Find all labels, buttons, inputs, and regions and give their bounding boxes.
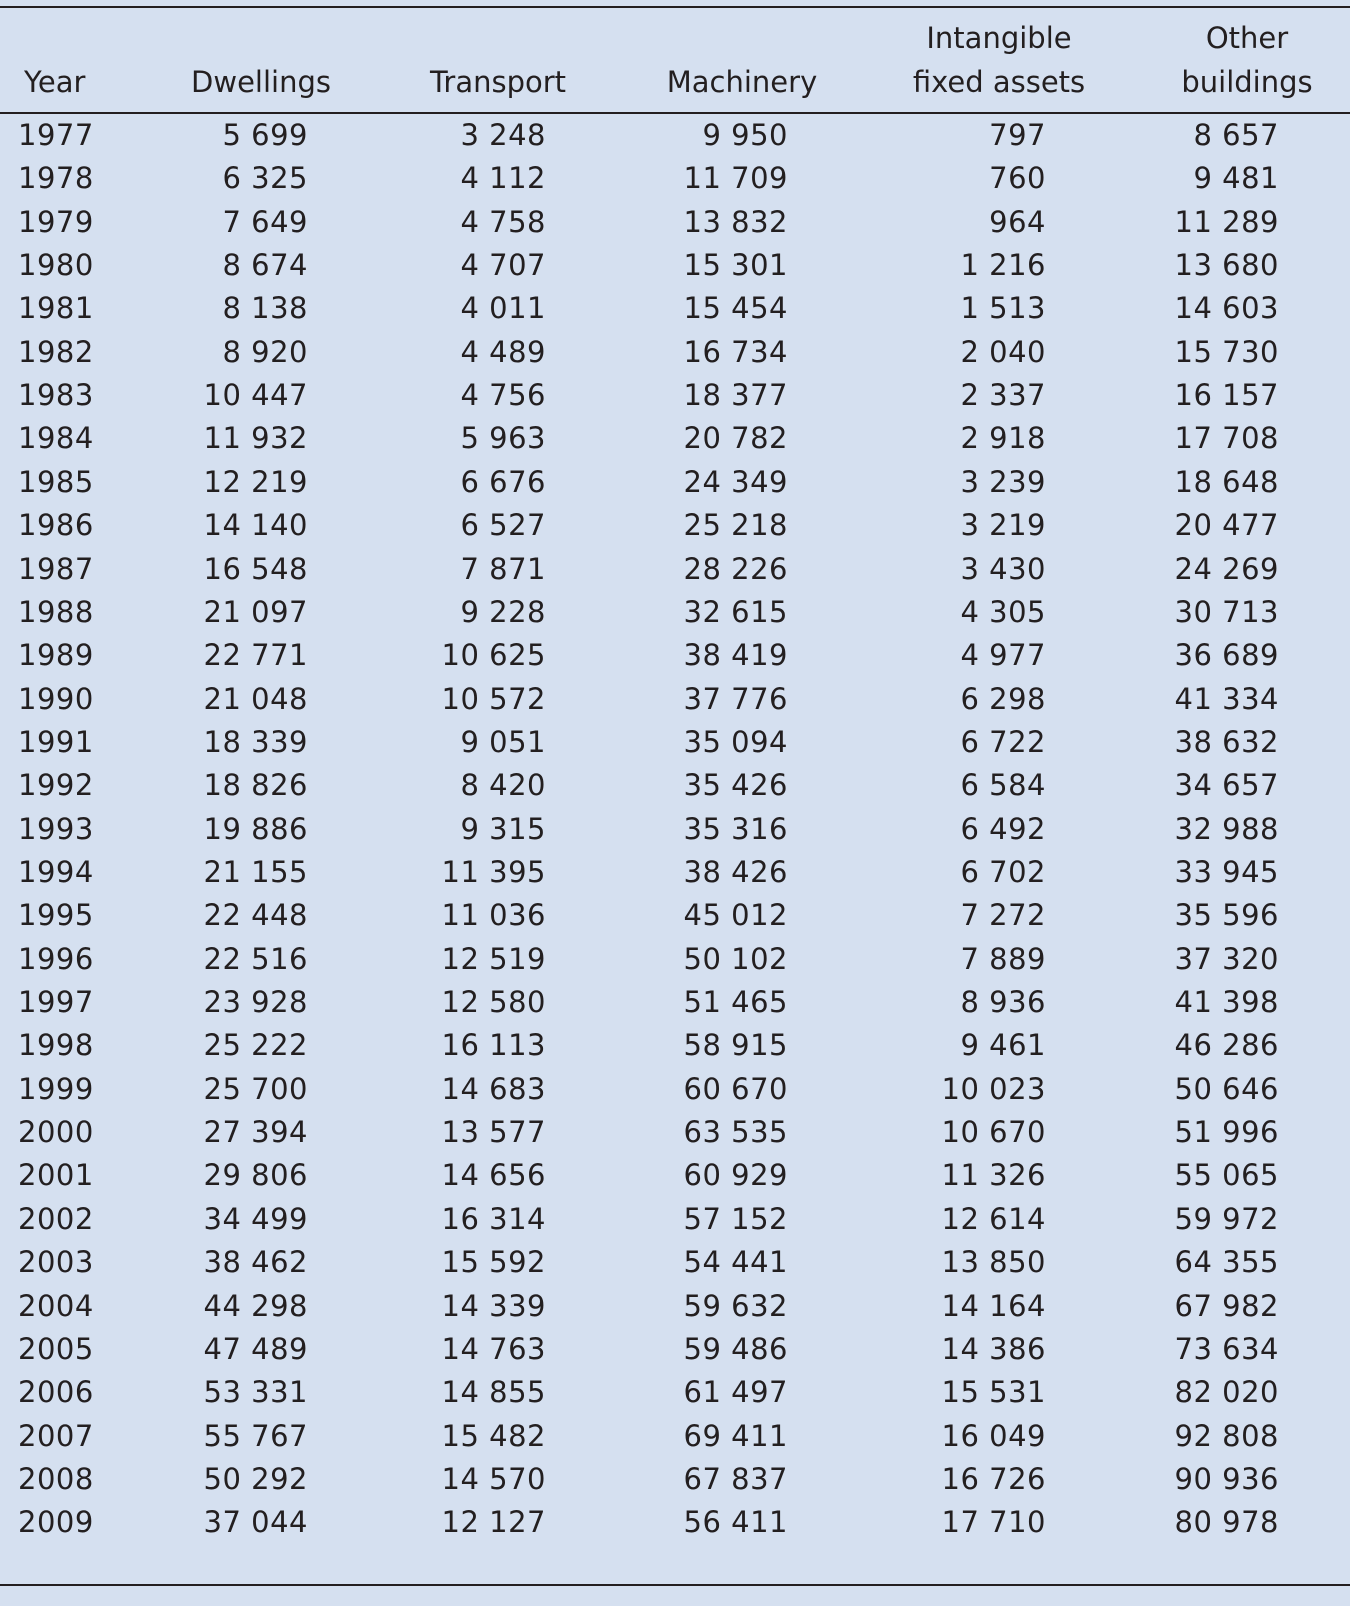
cell-dwellings: 27 394: [203, 1115, 308, 1150]
cell-intangible-fixed-assets: 797: [989, 118, 1046, 152]
cell-intangible-fixed-assets: 13 850: [941, 1245, 1046, 1280]
cell-other-buildings: 38 632: [1174, 724, 1279, 759]
cell-other-buildings: 18 648: [1174, 464, 1279, 499]
cell-intangible-fixed-assets: 760: [989, 161, 1046, 196]
cell-dwellings: 18 339: [203, 724, 308, 759]
cell-other-buildings: 64 355: [1174, 1245, 1279, 1280]
row-year: 1985: [18, 464, 94, 499]
cell-other-buildings: 73 634: [1174, 1331, 1279, 1366]
cell-dwellings: 37 044: [203, 1505, 308, 1540]
cell-machinery: 61 497: [683, 1375, 788, 1410]
cell-transport: 4 707: [460, 248, 546, 283]
row-year: 1988: [18, 594, 94, 629]
cell-intangible-fixed-assets: 3 219: [960, 508, 1046, 543]
row-year: 1998: [18, 1028, 94, 1063]
cell-intangible-fixed-assets: 16 049: [941, 1418, 1046, 1453]
cell-machinery: 59 632: [683, 1288, 788, 1323]
cell-intangible-fixed-assets: 14 386: [941, 1331, 1046, 1366]
cell-machinery: 37 776: [683, 681, 788, 716]
row-year: 1999: [18, 1071, 94, 1106]
cell-other-buildings: 92 808: [1174, 1418, 1279, 1453]
cell-other-buildings: 30 713: [1174, 594, 1279, 629]
cell-other-buildings: 46 286: [1174, 1028, 1279, 1063]
row-year: 2003: [18, 1245, 94, 1280]
cell-dwellings: 7 649: [222, 204, 308, 239]
cell-transport: 15 482: [441, 1418, 546, 1453]
row-year: 2004: [18, 1288, 94, 1323]
table-bottom-rule: [0, 1584, 1350, 1586]
cell-transport: 14 683: [441, 1071, 546, 1106]
row-year: 1997: [18, 985, 94, 1019]
cell-machinery: 60 929: [683, 1158, 788, 1193]
cell-dwellings: 21 048: [203, 681, 308, 716]
cell-other-buildings: 59 972: [1174, 1201, 1279, 1236]
cell-machinery: 45 012: [683, 898, 788, 933]
row-year: 1979: [18, 204, 94, 239]
cell-other-buildings: 41 398: [1174, 985, 1279, 1019]
cell-other-buildings: 17 708: [1174, 421, 1279, 456]
cell-dwellings: 38 462: [203, 1245, 308, 1280]
cell-dwellings: 47 489: [203, 1331, 308, 1366]
cell-dwellings: 5 699: [222, 118, 308, 152]
cell-other-buildings: 36 689: [1174, 638, 1279, 673]
cell-other-buildings: 15 730: [1174, 334, 1279, 369]
cell-transport: 4 756: [460, 378, 546, 413]
cell-transport: 4 489: [460, 334, 546, 369]
cell-machinery: 15 301: [683, 248, 788, 283]
cell-transport: 3 248: [460, 118, 546, 152]
cell-dwellings: 25 700: [203, 1071, 308, 1106]
cell-other-buildings: 67 982: [1174, 1288, 1279, 1323]
row-year: 2007: [18, 1418, 94, 1453]
cell-other-buildings: 16 157: [1174, 378, 1279, 413]
cell-dwellings: 10 447: [203, 378, 308, 413]
row-year: 1991: [18, 724, 94, 759]
cell-other-buildings: 90 936: [1174, 1461, 1279, 1496]
cell-intangible-fixed-assets: 10 023: [941, 1071, 1046, 1106]
cell-machinery: 57 152: [683, 1201, 788, 1236]
cell-machinery: 13 832: [683, 204, 788, 239]
cell-other-buildings: 37 320: [1174, 941, 1279, 976]
cell-transport: 13 577: [441, 1115, 546, 1150]
cell-dwellings: 25 222: [203, 1028, 308, 1063]
cell-machinery: 67 837: [683, 1461, 788, 1496]
cell-dwellings: 21 155: [203, 855, 308, 889]
cell-transport: 8 420: [460, 768, 546, 803]
cell-intangible-fixed-assets: 3 430: [960, 551, 1046, 586]
row-year: 1982: [18, 334, 94, 369]
row-year: 1983: [18, 378, 94, 413]
cell-machinery: 25 218: [683, 508, 788, 543]
cell-intangible-fixed-assets: 10 670: [941, 1115, 1046, 1150]
cell-dwellings: 29 806: [203, 1158, 308, 1193]
cell-transport: 16 314: [441, 1201, 546, 1236]
cell-machinery: 18 377: [683, 378, 788, 413]
row-year: 1989: [18, 638, 94, 673]
cell-intangible-fixed-assets: 964: [989, 204, 1046, 239]
cell-machinery: 38 419: [683, 638, 788, 673]
cell-intangible-fixed-assets: 6 492: [960, 811, 1046, 846]
cell-dwellings: 23 928: [203, 985, 308, 1019]
cell-transport: 4 112: [460, 161, 546, 196]
cell-dwellings: 11 932: [203, 421, 308, 456]
cell-machinery: 11 709: [683, 161, 788, 196]
row-year: 1977: [18, 118, 94, 152]
cell-intangible-fixed-assets: 7 272: [960, 898, 1046, 933]
cell-machinery: 59 486: [683, 1331, 788, 1366]
cell-intangible-fixed-assets: 12 614: [941, 1201, 1046, 1236]
cell-dwellings: 34 499: [203, 1201, 308, 1236]
row-year: 1996: [18, 941, 94, 976]
header-intangible-fixed-assets-line2: fixed assets: [912, 65, 1086, 99]
cell-dwellings: 22 448: [203, 898, 308, 933]
cell-intangible-fixed-assets: 2 040: [960, 334, 1046, 369]
cell-transport: 14 339: [441, 1288, 546, 1323]
cell-dwellings: 6 325: [222, 161, 308, 196]
cell-other-buildings: 82 020: [1174, 1375, 1279, 1410]
cell-transport: 6 676: [460, 464, 546, 499]
cell-transport: 10 572: [441, 681, 546, 716]
cell-machinery: 15 454: [683, 291, 788, 326]
cell-intangible-fixed-assets: 1 513: [960, 291, 1046, 326]
row-year: 1992: [18, 768, 94, 803]
cell-intangible-fixed-assets: 9 461: [960, 1028, 1046, 1063]
row-year: 2006: [18, 1375, 94, 1410]
row-year: 1987: [18, 551, 94, 586]
row-year: 1993: [18, 811, 94, 846]
cell-dwellings: 22 771: [203, 638, 308, 673]
cell-intangible-fixed-assets: 4 977: [960, 638, 1046, 673]
row-year: 1981: [18, 291, 94, 326]
row-year: 1986: [18, 508, 94, 543]
cell-dwellings: 8 920: [222, 334, 308, 369]
table-top-rule: [0, 6, 1350, 8]
cell-transport: 14 570: [441, 1461, 546, 1496]
cell-intangible-fixed-assets: 6 722: [960, 724, 1046, 759]
header-transport-line2: Transport: [429, 65, 567, 99]
cell-intangible-fixed-assets: 6 584: [960, 768, 1046, 803]
cell-intangible-fixed-assets: 16 726: [941, 1461, 1046, 1496]
cell-machinery: 54 441: [683, 1245, 788, 1280]
cell-machinery: 24 349: [683, 464, 788, 499]
row-year: 2001: [18, 1158, 94, 1193]
cell-machinery: 9 950: [702, 118, 788, 152]
cell-other-buildings: 24 269: [1174, 551, 1279, 586]
row-year: 1980: [18, 248, 94, 283]
cell-intangible-fixed-assets: 17 710: [941, 1505, 1046, 1540]
cell-other-buildings: 32 988: [1174, 811, 1279, 846]
cell-other-buildings: 13 680: [1174, 248, 1279, 283]
cell-intangible-fixed-assets: 15 531: [941, 1375, 1046, 1410]
cell-machinery: 69 411: [683, 1418, 788, 1453]
cell-other-buildings: 14 603: [1174, 291, 1279, 326]
header-rule: [0, 112, 1350, 114]
header-intangible-fixed-assets-line1: Intangible: [926, 21, 1072, 55]
cell-intangible-fixed-assets: 8 936: [960, 985, 1046, 1019]
cell-intangible-fixed-assets: 3 239: [960, 464, 1046, 499]
cell-dwellings: 19 886: [203, 811, 308, 846]
cell-machinery: 58 915: [683, 1028, 788, 1063]
cell-transport: 14 763: [441, 1331, 546, 1366]
cell-machinery: 56 411: [683, 1505, 788, 1540]
cell-other-buildings: 34 657: [1174, 768, 1279, 803]
cell-other-buildings: 51 996: [1174, 1115, 1279, 1150]
row-year: 1990: [18, 681, 94, 716]
cell-dwellings: 8 674: [222, 248, 308, 283]
cell-transport: 10 625: [441, 638, 546, 673]
cell-machinery: 20 782: [683, 421, 788, 456]
cell-transport: 16 113: [441, 1028, 546, 1063]
cell-transport: 9 315: [460, 811, 546, 846]
cell-other-buildings: 9 481: [1193, 161, 1279, 196]
row-year: 2009: [18, 1505, 94, 1540]
cell-dwellings: 50 292: [203, 1461, 308, 1496]
cell-other-buildings: 50 646: [1174, 1071, 1279, 1106]
cell-intangible-fixed-assets: 6 298: [960, 681, 1046, 716]
cell-dwellings: 8 138: [222, 291, 308, 326]
cell-machinery: 28 226: [683, 551, 788, 586]
cell-machinery: 35 316: [683, 811, 788, 846]
cell-transport: 4 758: [460, 204, 546, 239]
cell-other-buildings: 33 945: [1174, 855, 1279, 889]
cell-other-buildings: 80 978: [1174, 1505, 1279, 1540]
cell-machinery: 63 535: [683, 1115, 788, 1150]
cell-transport: 12 580: [441, 985, 546, 1019]
row-year: 2000: [18, 1115, 94, 1150]
cell-machinery: 50 102: [683, 941, 788, 976]
cell-other-buildings: 35 596: [1174, 898, 1279, 933]
header-machinery-line2: Machinery: [666, 65, 818, 99]
cell-dwellings: 14 140: [203, 508, 308, 543]
cell-transport: 7 871: [460, 551, 546, 586]
row-year: 2002: [18, 1201, 94, 1236]
cell-transport: 12 127: [441, 1505, 546, 1540]
cell-dwellings: 44 298: [203, 1288, 308, 1323]
cell-transport: 11 395: [441, 855, 546, 889]
cell-dwellings: 22 516: [203, 941, 308, 976]
cell-intangible-fixed-assets: 14 164: [941, 1288, 1046, 1323]
cell-machinery: 35 426: [683, 768, 788, 803]
row-year: 2008: [18, 1461, 94, 1496]
cell-transport: 14 855: [441, 1375, 546, 1410]
cell-intangible-fixed-assets: 7 889: [960, 941, 1046, 976]
cell-machinery: 32 615: [683, 594, 788, 629]
row-year: 1984: [18, 421, 94, 456]
cell-transport: 4 011: [460, 291, 546, 326]
cell-machinery: 51 465: [683, 985, 788, 1019]
cell-dwellings: 53 331: [203, 1375, 308, 1410]
cell-other-buildings: 41 334: [1174, 681, 1279, 716]
cell-other-buildings: 55 065: [1174, 1158, 1279, 1193]
cell-transport: 15 592: [441, 1245, 546, 1280]
cell-machinery: 35 094: [683, 724, 788, 759]
header-dwellings-line2: Dwellings: [191, 65, 331, 99]
cell-intangible-fixed-assets: 6 702: [960, 855, 1046, 889]
cell-transport: 6 527: [460, 508, 546, 543]
cell-other-buildings: 8 657: [1193, 118, 1279, 152]
cell-transport: 14 656: [441, 1158, 546, 1193]
cell-machinery: 38 426: [683, 855, 788, 889]
cell-transport: 11 036: [441, 898, 546, 933]
cell-intangible-fixed-assets: 2 918: [960, 421, 1046, 456]
cell-machinery: 16 734: [683, 334, 788, 369]
cell-dwellings: 21 097: [203, 594, 308, 629]
cell-transport: 12 519: [441, 941, 546, 976]
cell-transport: 9 228: [460, 594, 546, 629]
cell-intangible-fixed-assets: 11 326: [941, 1158, 1046, 1193]
cell-dwellings: 18 826: [203, 768, 308, 803]
row-year: 1994: [18, 855, 94, 889]
cell-dwellings: 16 548: [203, 551, 308, 586]
cell-intangible-fixed-assets: 2 337: [960, 378, 1046, 413]
cell-dwellings: 12 219: [203, 464, 308, 499]
header-other-buildings-line1: Other: [1205, 21, 1289, 55]
cell-other-buildings: 20 477: [1174, 508, 1279, 543]
row-year: 1995: [18, 898, 94, 933]
cell-intangible-fixed-assets: 1 216: [960, 248, 1046, 283]
cell-machinery: 60 670: [683, 1071, 788, 1106]
cell-transport: 9 051: [460, 724, 546, 759]
cell-transport: 5 963: [460, 421, 546, 456]
row-year: 2005: [18, 1331, 94, 1366]
header-year-line2: Year: [24, 65, 86, 99]
header-other-buildings-line2: buildings: [1181, 65, 1313, 99]
row-year: 1978: [18, 161, 94, 196]
cell-other-buildings: 11 289: [1174, 204, 1279, 239]
cell-intangible-fixed-assets: 4 305: [960, 594, 1046, 629]
cell-dwellings: 55 767: [203, 1418, 308, 1453]
